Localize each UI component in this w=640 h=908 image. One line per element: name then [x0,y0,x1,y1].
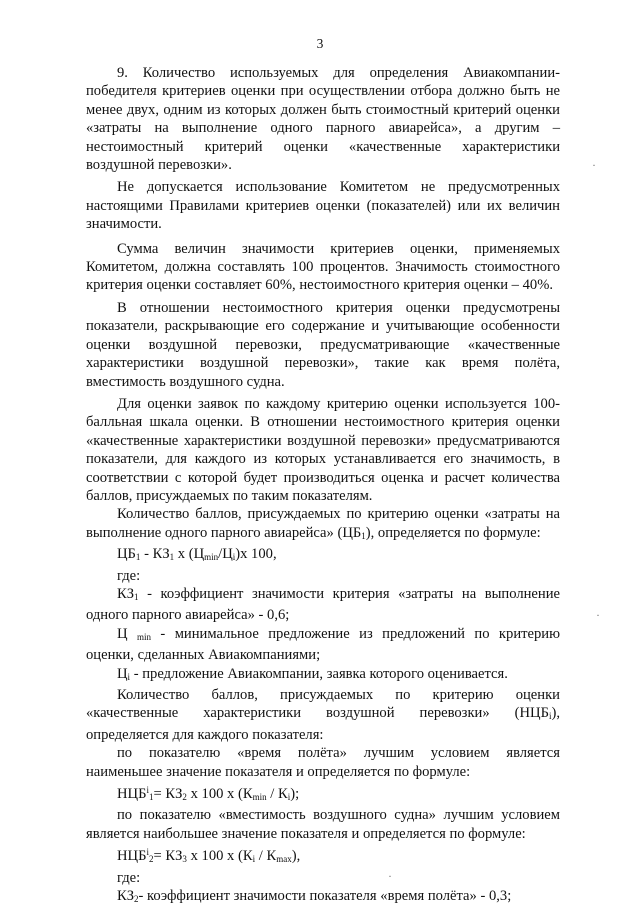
paragraph-flight-time: по показателю «время полёта» лучшим условием является наименьшее значение показателя и определяется по формуле: [86,745,560,780]
paragraph-weight-sum: Сумма величин значимости критериев оценки, применяемых Комитетом, должна составлять 100 процентов. Значимость стоимостного критерия оценки составляет 60%, нестоимостного критерия оценки – 40%. [86,240,560,294]
definition-kz2: $КЗ_2-$ коэффициент значимости показателя «время полёта» - 0,3; [117,888,512,905]
scan-speck: · [388,869,392,883]
paragraph-criteria-count: 9. Количество используемых для определения Авиакомпании-победителя критериев оценки при осуществлении отбора должно быть не менее двух, одним из которых должен быть стоимостный критерий оценки «затраты на выполнение одного парного авиарейса», а другим – нестоимостный критерий оценки «качественные характеристики воздушной перевозки». [86,65,560,174]
document-body [86,64,560,908]
where-label-2: где: [117,869,141,886]
paragraph-prohibition: Не допускается использование Комитетом не предусмотренных настоящими Правилами критериев оценки (показателей) или их величин значимости. [86,179,560,233]
page-number: 3 [316,36,324,51]
paragraph-quality-points: Количество баллов, присуждаемых по критерию оценки «качественные характеристики воздушной перевозки» $(НЦБ_i)$, определяется для каждого показателя: [86,687,560,743]
definition-c-min: Ц $_{min}$ - минимальное предложение из предложений по критерию оценки, сделанных Авиакомпаниями; [86,625,560,664]
definition-kz1: $КЗ_1$ - коэффициент значимости критерия «затраты на выполнение одного парного авиарейса» - 0,6; [86,585,560,624]
where-label: где: [117,567,141,584]
scan-speck: · [592,158,596,172]
scan-speck: · [596,608,600,622]
formula-flight-time: $НЦБ^i_1= КЗ_2$ х 100 х $(К_{min} / К_i)$; [117,785,300,803]
paragraph-scale: Для оценки заявок по каждому критерию оценки используется 100-балльная шкала оценки. В отношении нестоимостного критерия оценки «качественные характеристики воздушной перевозки» предусматриваются показатели, для каждого из которых устанавливается его значимость, в соответствии с которой будет производиться оценка и расчет количества баллов, присуждаемых по таким показателям. [86,395,560,504]
definition-c-i: $Ц_i$ - предложение Авиакомпании, заявка которого оценивается. [117,665,508,682]
paragraph-cost-points: Количество баллов, присуждаемых по критерию оценки «затраты на выполнение одного парного авиарейса» $(ЦБ_1)$, определяется по формуле: [86,506,560,541]
paragraph-non-cost-criterion: В отношении нестоимостного критерия оценки предусмотрены показатели, раскрывающие его содержание и учитывающие особенности оценки воздушной перевозки, предусматривающие «качественные характеристики воздушной перевозки», такие как время полёта, вместимость воздушного судна. [86,299,560,390]
formula-capacity: $НЦБ^i_2= КЗ_3$ х 100 х $(К_i / К_{max})$, [117,847,301,865]
paragraph-capacity: по показателю «вместимость воздушного судна» лучшим условием является наибольшее значение показателя и определяется по формуле: [86,807,560,842]
formula-cost: $ЦБ_1 - КЗ_1$ х $(Ц_{min}/Ц_i)х$ 100, [117,546,277,563]
